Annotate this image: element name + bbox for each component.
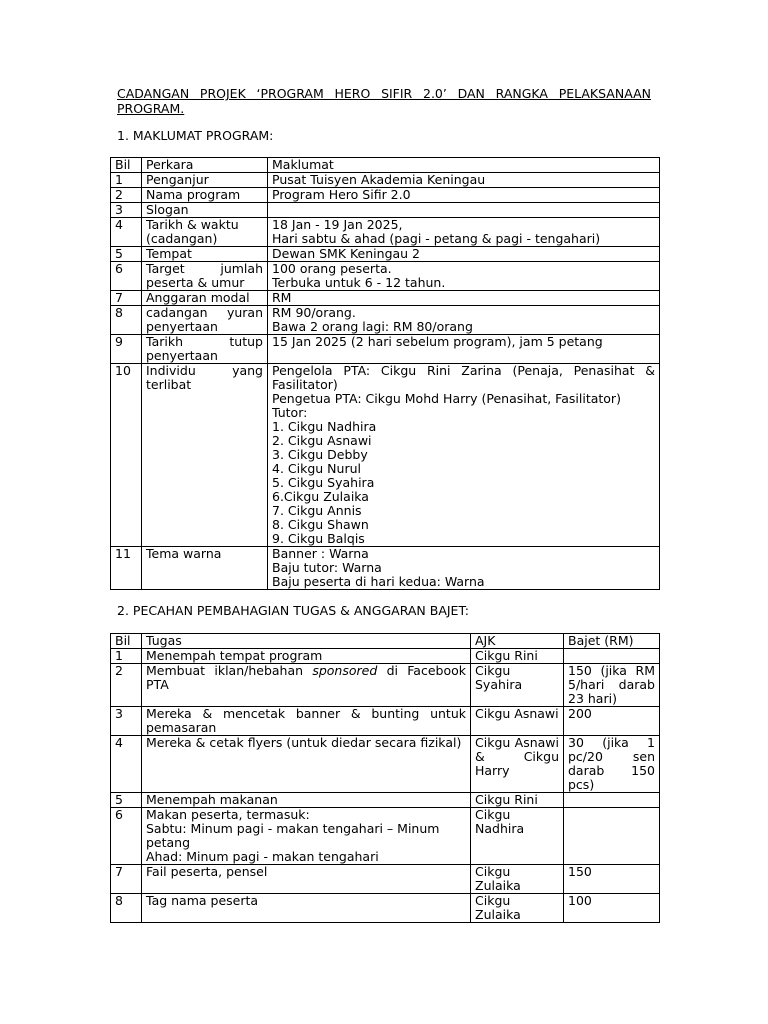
row-maklumat [268, 203, 660, 218]
row-bil: 5 [111, 247, 142, 262]
row-tugas: Menempah tempat program [142, 649, 471, 664]
row-bil: 1 [111, 649, 142, 664]
table-row [111, 335, 660, 364]
row-bil: 3 [111, 203, 142, 218]
row-maklumat: RM 90/orang. Bawa 2 orang lagi: RM 80/orang [268, 306, 660, 335]
row-ajk: Cikgu Zulaika [471, 894, 564, 923]
row-bil: 7 [111, 865, 142, 894]
table-row [111, 547, 660, 590]
row-ajk: Cikgu Rini [471, 649, 564, 664]
table-row [111, 188, 660, 203]
row-perkara: Tarikh tutup penyertaan [142, 335, 268, 364]
row-perkara: Anggaran modal [142, 291, 268, 306]
row-perkara: Nama program [142, 188, 268, 203]
table-row [111, 173, 660, 188]
table-row [111, 865, 660, 894]
table-row [111, 291, 660, 306]
row-ajk: Cikgu Asnawi [471, 707, 564, 736]
row-maklumat: Dewan SMK Keningau 2 [268, 247, 660, 262]
row-perkara: Target jumlah peserta & umur [142, 262, 268, 291]
row-tugas: Makan peserta, termasuk: Sabtu: Minum pagi - makan tengahari – Minum petang Ahad: Minum pagi - makan tengahari [142, 808, 471, 865]
header-bil: Bil [111, 634, 142, 649]
row-bil: 3 [111, 707, 142, 736]
row-maklumat: Pusat Tuisyen Akademia Keningau [268, 173, 660, 188]
table-row [111, 894, 660, 923]
row-bajet [564, 808, 660, 865]
row-ajk: Cikgu Nadhira [471, 808, 564, 865]
section2-heading: 2. PECAHAN PEMBAHAGIAN TUGAS & ANGGARAN BAJET: [117, 603, 469, 618]
table-row [111, 203, 660, 218]
row-perkara: cadangan yuran penyertaan [142, 306, 268, 335]
header-tugas: Tugas [142, 634, 471, 649]
row-bajet: 200 [564, 707, 660, 736]
row-bil: 10 [111, 364, 142, 547]
row-bil: 4 [111, 218, 142, 247]
table-row [111, 649, 660, 664]
row-perkara: Tema warna [142, 547, 268, 590]
row-maklumat: 100 orang peserta. Terbuka untuk 6 - 12 tahun. [268, 262, 660, 291]
row-tugas: Mereka & mencetak banner & bunting untuk pemasaran [142, 707, 471, 736]
row-bil: 6 [111, 808, 142, 865]
table-row [111, 664, 660, 707]
table-header-row [111, 634, 660, 649]
row-ajk: Cikgu Rini [471, 793, 564, 808]
row-tugas [142, 664, 471, 707]
row-maklumat: 18 Jan - 19 Jan 2025, Hari sabtu & ahad (pagi - petang & pagi - tengahari) [268, 218, 660, 247]
table-row [111, 793, 660, 808]
row-maklumat: Program Hero Sifir 2.0 [268, 188, 660, 203]
row-bil: 2 [111, 188, 142, 203]
row-ajk: Cikgu Asnawi & Cikgu Harry [471, 736, 564, 793]
row-maklumat: Pengelola PTA: Cikgu Rini Zarina (Penaja, Penasihat & Fasilitator) Pengetua PTA: Cikgu Mohd Harry (Penasihat, Fasilitator) Tutor: 1. Cikgu Nadhira 2. Cikgu Asnawi 3. Cikgu Debby 4. Cikgu Nurul 5. Cikgu Syahira 6.Cikgu Zulaika 7. Cikgu Annis 8. Cikgu Shawn 9. Cikgu Balqis [268, 364, 660, 547]
row-perkara: Penganjur [142, 173, 268, 188]
row-perkara: Tarikh & waktu (cadangan) [142, 218, 268, 247]
program-info-table [110, 157, 660, 590]
row-perkara: Slogan [142, 203, 268, 218]
header-bil: Bil [111, 158, 142, 173]
document-title: CADANGAN PROJEK ‘PROGRAM HERO SIFIR 2.0’ DAN RANGKA PELAKSANAAN PROGRAM. [117, 86, 651, 116]
row-maklumat: RM [268, 291, 660, 306]
row-bil: 9 [111, 335, 142, 364]
row-bajet [564, 793, 660, 808]
row-tugas: Mereka & cetak flyers (untuk diedar secara fizikal) [142, 736, 471, 793]
table-row [111, 736, 660, 793]
tasks-budget-table [110, 633, 660, 923]
table-row [111, 218, 660, 247]
row-bil: 2 [111, 664, 142, 707]
row-bil: 7 [111, 291, 142, 306]
table-row [111, 306, 660, 335]
table-row [111, 808, 660, 865]
table-row [111, 247, 660, 262]
row-bil: 8 [111, 894, 142, 923]
header-bajet: Bajet (RM) [564, 634, 660, 649]
row-bil: 4 [111, 736, 142, 793]
tugas-text: di Facebook PTA [146, 663, 466, 692]
row-bil: 8 [111, 306, 142, 335]
row-bajet [564, 649, 660, 664]
row-perkara: Tempat [142, 247, 268, 262]
tugas-emphasis: sponsored [312, 663, 378, 678]
row-maklumat: Banner : Warna Baju tutor: Warna Baju peserta di hari kedua: Warna [268, 547, 660, 590]
row-bil: 5 [111, 793, 142, 808]
table-row [111, 707, 660, 736]
table-row [111, 262, 660, 291]
row-bajet: 150 (jika RM 5/hari darab 23 hari) [564, 664, 660, 707]
row-ajk: Cikgu Zulaika [471, 865, 564, 894]
header-maklumat: Maklumat [268, 158, 660, 173]
tugas-text: Membuat iklan/hebahan [146, 663, 313, 678]
row-bil: 11 [111, 547, 142, 590]
row-ajk: Cikgu Syahira [471, 664, 564, 707]
row-tugas: Tag nama peserta [142, 894, 471, 923]
row-bil: 1 [111, 173, 142, 188]
section1-heading: 1. MAKLUMAT PROGRAM: [117, 128, 274, 143]
row-bil: 6 [111, 262, 142, 291]
table-header-row [111, 158, 660, 173]
header-ajk: AJK [471, 634, 564, 649]
row-bajet: 150 [564, 865, 660, 894]
row-tugas: Menempah makanan [142, 793, 471, 808]
table-row [111, 364, 660, 547]
row-bajet: 30 (jika 1 pc/20 sen darab 150 pcs) [564, 736, 660, 793]
row-tugas: Fail peserta, pensel [142, 865, 471, 894]
row-bajet: 100 [564, 894, 660, 923]
row-perkara: Individu yang terlibat [142, 364, 268, 547]
header-perkara: Perkara [142, 158, 268, 173]
row-maklumat: 15 Jan 2025 (2 hari sebelum program), jam 5 petang [268, 335, 660, 364]
